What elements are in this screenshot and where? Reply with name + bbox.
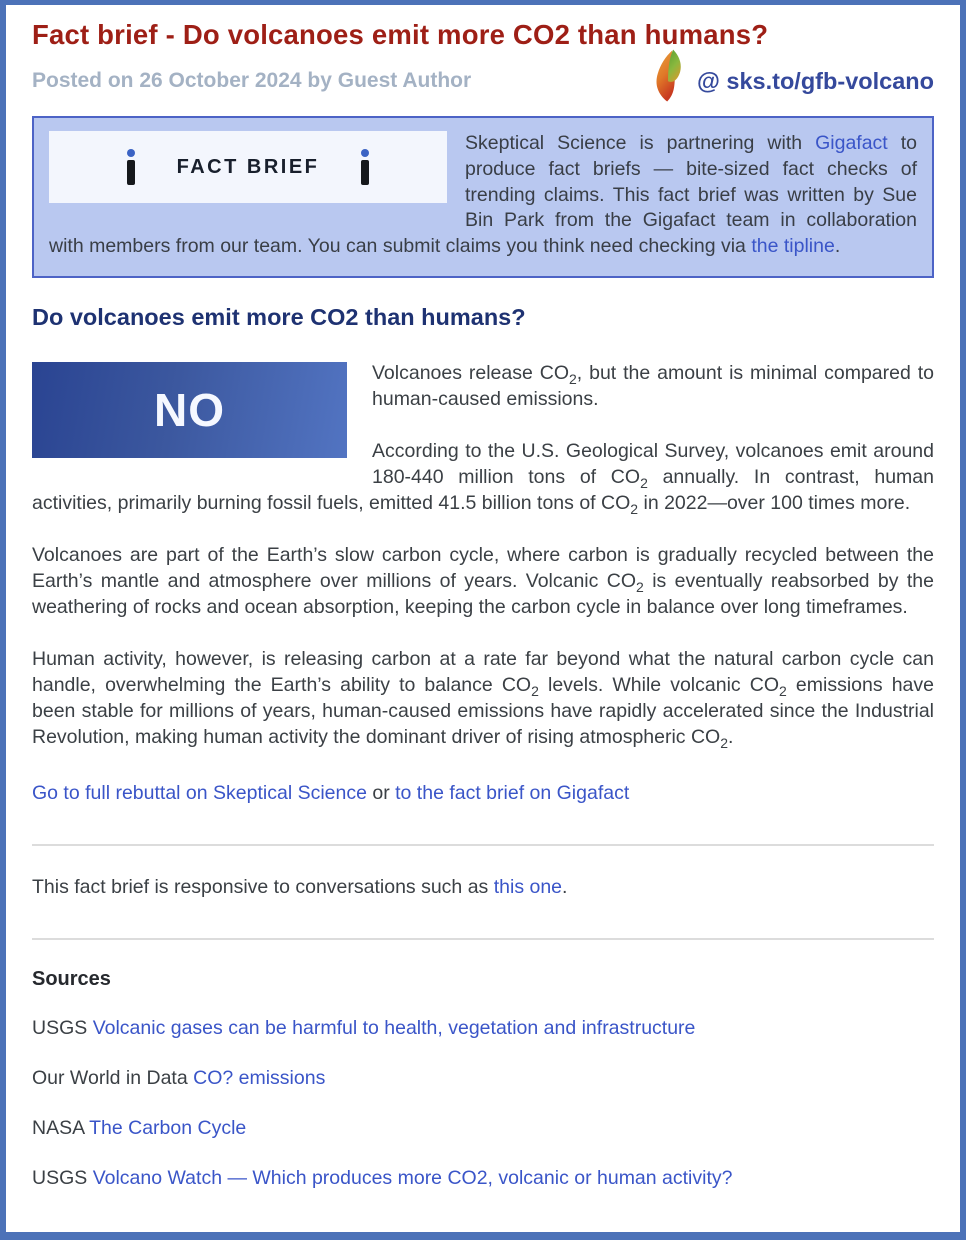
tipline-link[interactable]: the tipline [751,235,835,258]
paragraph-text: levels. While volcanic CO [538,673,780,696]
subscript-2: 2 [569,370,577,387]
source-item [32,1115,934,1141]
paragraph-text: emissions have been stable for millions of years, human-caused emissions have rapidly accelerated since the Industrial Revolution, making human activity the dominant driver of rising atmospheric CO [32,673,934,748]
answer-label: NO [154,383,225,436]
paragraph-text: Volcanoes are part of the Earth’s slow carbon cycle, where carbon is gradually recycled between the Earth’s mantle and atmosphere over millions of years. Volcanic CO [32,543,934,592]
full-rebuttal-link[interactable]: Go to full rebuttal on Skeptical Science [32,781,367,804]
source-link-nasa-carbon-cycle[interactable]: The Carbon Cycle [89,1116,247,1139]
paragraph-text: According to the U.S. Geological Survey, volcanoes emit around 180-440 million tons of CO [372,439,934,488]
info-mark-icon [361,149,369,185]
paragraph-text: Volcanoes release CO [372,361,569,384]
paragraph-text: . [728,725,734,748]
source-prefix: USGS [32,1166,93,1189]
shortlink-group [651,58,934,104]
source-link-usgs-gases[interactable]: Volcanic gases can be harmful to health, vegetation and infrastructure [92,1016,696,1039]
answer-section [32,360,934,806]
separator-text: or [366,781,396,804]
fact-brief-logo [49,131,447,203]
byline: Posted on 26 October 2024 by Guest Author [32,69,472,92]
subscript-2: 2 [531,682,539,699]
question-heading: Do volcanoes emit more CO2 than humans? [32,303,526,330]
subscript-2: 2 [779,682,787,699]
source-link-owid-co2[interactable]: CO? emissions [193,1066,326,1089]
sources-heading: Sources [32,967,111,990]
subscript-2: 2 [636,578,644,595]
subscript-2: 2 [720,734,729,751]
source-item [32,1165,934,1191]
source-item [32,1015,934,1041]
divider [32,938,934,940]
info-mark-icon [127,149,135,185]
flame-leaf-icon [651,48,685,104]
this-one-link[interactable]: this one [493,875,563,898]
source-prefix: USGS [32,1016,93,1039]
subscript-2: 2 [630,500,639,517]
byline-row [32,55,934,107]
responsive-line [32,874,934,900]
rebuttal-links-line [32,780,934,806]
subscript-2: 2 [640,474,648,491]
gigafact-fact-brief-link[interactable]: to the fact brief on Gigafact [395,781,630,804]
shortlink-url: @ sks.to/gfb-volcano [696,67,934,94]
source-prefix: Our World in Data [32,1066,194,1089]
responsive-text: . [562,875,568,898]
paragraph-text: in 2022—over 100 times more. [638,491,911,514]
paragraph-text: , but the amount is minimal compared to human-caused emissions. [372,361,934,410]
source-prefix: NASA [32,1116,90,1139]
banner-text-seg: to produce fact briefs — bite-sized fact checks of trending claims. This fact brief was written by Sue Bin Park from the Gigafact team in collaboration with members from our team. You can submit claims you think need checking via [49,132,918,258]
paragraph-3 [32,542,934,620]
responsive-text: This fact brief is responsive to conversations such as [32,875,494,898]
answer-no-box [32,362,347,458]
paragraph-4 [32,646,934,750]
fact-brief-logo-label: FACT BRIEF [176,155,320,178]
fact-brief-banner [32,116,934,278]
banner-text-seg: . [834,235,841,258]
divider [32,844,934,846]
paragraph-text: is eventually reabsorbed by the weathering of rocks and ocean absorption, keeping the carbon cycle in balance over long timeframes. [32,569,934,618]
paragraph-text: Human activity, however, is releasing carbon at a rate far beyond what the natural carbon cycle can handle, overwhelming the Earth’s ability to balance CO [32,647,934,696]
page-title: Fact brief - Do volcanoes emit more CO2 than humans? [32,19,769,50]
paragraph-text: annually. In contrast, human activities, primarily burning fossil fuels, emitted 41.5 billion tons of CO [32,465,934,514]
banner-text-seg: Skeptical Science is partnering with [465,132,816,154]
source-link-usgs-volcano-watch[interactable]: Volcano Watch — Which produces more CO2, volcanic or human activity? [92,1166,733,1189]
source-item [32,1065,934,1091]
gigafact-link[interactable]: Gigafact [815,132,888,154]
